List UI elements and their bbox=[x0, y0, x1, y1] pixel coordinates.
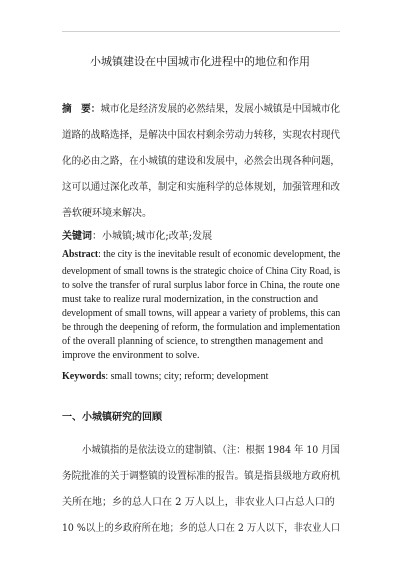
abstract-zh-line-5: 善软硬环境来解决。 bbox=[62, 208, 152, 219]
keywords-zh: 关键词：小城镇;城市化;改革;发展 bbox=[62, 231, 213, 242]
keywords-en-label: Keywords bbox=[62, 371, 106, 382]
abstract-en-line-4: must take to realize rural modernization, in the construction and bbox=[62, 294, 319, 305]
abstract-en-line-6: be through the deepening of reform, the formulation and implementation bbox=[62, 322, 341, 333]
abstract-en-line-2: development of small towns is the strategic choice of China City Road, is bbox=[62, 266, 341, 277]
abstract-en-line-1: Abstract: the city is the inevitable result of economic development, the bbox=[62, 249, 341, 260]
body-line-4: 10 %以上的乡政府所在地；乡的总人口在 2 万人以下，非农业人口 bbox=[62, 523, 341, 534]
body-line-1: 小城镇指的是依法设立的建制镇、（注：根据 1984 年 10 月国 bbox=[82, 445, 340, 456]
abstract-en-line-5: development of small towns, will appear a variety of problems, this can bbox=[62, 308, 341, 319]
keywords-en: Keywords: small towns; city; reform; development bbox=[62, 371, 269, 382]
abstract-en-line-3: to solve the transfer of rural surplus labor force in China, the route one bbox=[62, 280, 340, 291]
section-heading: 一、小城镇研究的回顾 bbox=[62, 412, 162, 423]
header-rule bbox=[62, 31, 340, 32]
paper-title: 小城镇建设在中国城市化进程中的地位和作用 bbox=[90, 55, 310, 68]
abstract-zh-line-2: 道路的战略选择，是解决中国农村剩余劳动力转移，实现农村现代 bbox=[62, 130, 340, 141]
body-line-2: 务院批准的关于调整镇的设置标准的报告。镇是指县级地方政府机 bbox=[62, 471, 340, 482]
abstract-zh-line-3: 化的必由之路，在小城镇的建设和发展中，必然会出现各种问题， bbox=[62, 156, 340, 167]
abstract-zh-label: 摘 要： bbox=[62, 104, 101, 115]
abstract-en-line-7: of the overall planning of science, to strengthen management and bbox=[62, 336, 324, 347]
abstract-en-line-8: improve the environment to solve. bbox=[62, 350, 200, 361]
abstract-zh-line-1: 摘 要：城市化是经济发展的必然结果，发展小城镇是中国城市化 bbox=[62, 104, 340, 115]
abstract-zh-line-4: 这可以通过深化改革，制定和实施科学的总体规划，加强管理和改 bbox=[62, 182, 340, 193]
abstract-en-label: Abstract bbox=[62, 249, 99, 260]
keywords-zh-label: 关键词 bbox=[62, 231, 92, 242]
body-line-3: 关所在地；乡的总人口在 2 万人以上，非农业人口占总人口的 bbox=[62, 497, 335, 508]
